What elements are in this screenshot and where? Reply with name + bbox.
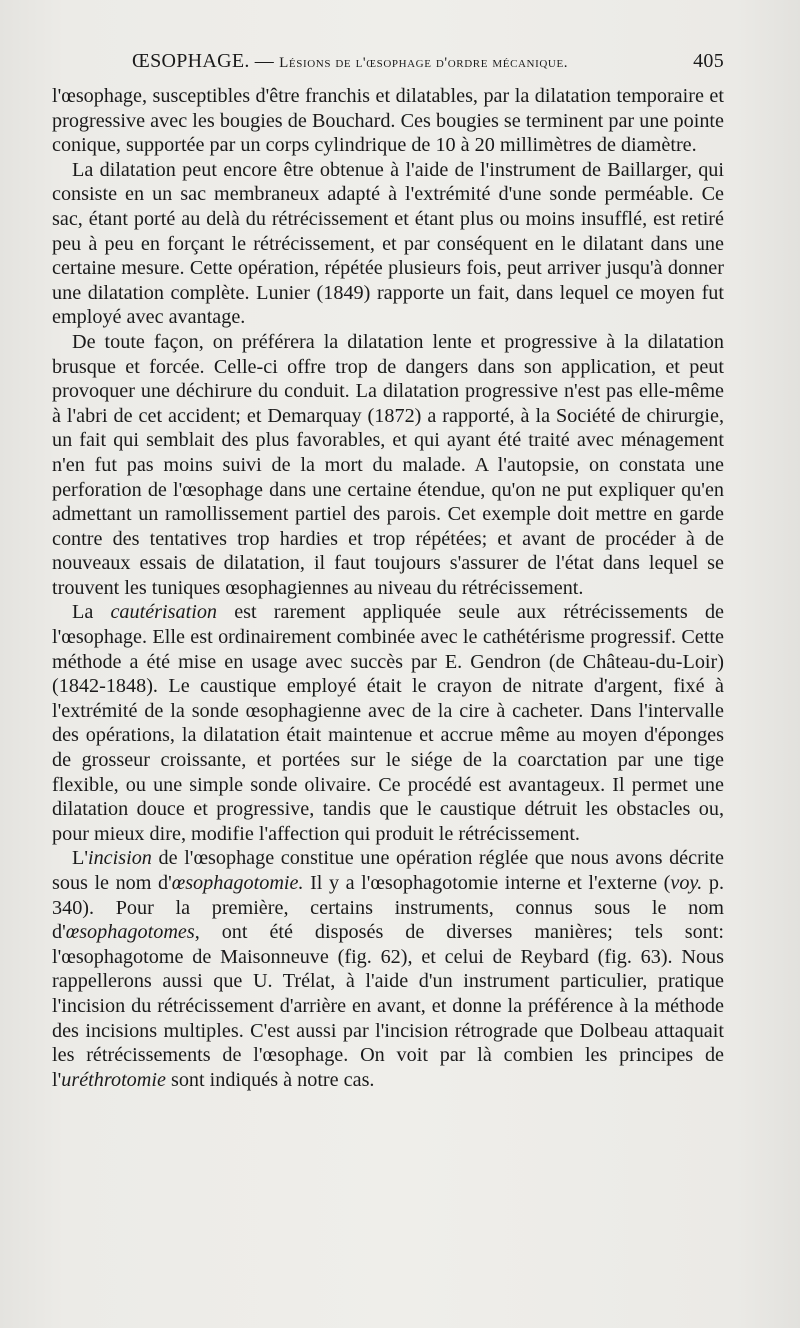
italic-term: cautérisation [110, 601, 218, 624]
header-title-main: ŒSOPHAGE. [132, 50, 250, 72]
body-text [52, 84, 724, 1092]
paragraph-text: Il y a l'œsophagotomie interne et l'externe ( [303, 872, 671, 894]
italic-term: voy. [670, 872, 703, 894]
paragraph-text: l'œsophage, susceptibles d'être franchis et dilatables, par la dilatation temporaire et progressive avec les bougies de Bouchard. Ces bougies se terminent par une pointe conique, supportée par un corps cylindrique de 10 à 20 millimètres de diamètre. [52, 85, 724, 157]
paragraph-text: de l'œsophage constitue une opération réglée que nous avons décrite sous le nom d' [52, 847, 724, 894]
paragraph [52, 84, 724, 158]
paragraph [52, 846, 724, 1092]
paragraph [52, 600, 724, 846]
page-number: 405 [693, 50, 724, 72]
running-title [132, 50, 568, 73]
italic-term: uréthrotomie [61, 1068, 166, 1091]
paragraph-text: p. 340). Pour la première, certains instruments, connus sous le nom d' [52, 872, 724, 944]
italic-term: incision [87, 847, 152, 870]
paragraph-text: , ont été disposés de diverses manières; tels sont: l'œsophagotome de Maisonneuve (fig. 62), et celui de Reybard (fig. 63). Nous rappellerons aussi que U. Trélat, à l'aide d'un instrument particulier, pratique l'incision du rétrécissement d'arrière en avant, et donne la préférence à la méthode des incisions multiples. C'est aussi par l'incision rétrograde que Dolbeau attaquait les rétrécissements de l'œsophage. On voit par là combien les principes de l' [52, 921, 724, 1091]
running-header [52, 50, 724, 76]
paragraph-text: La [72, 601, 111, 624]
paragraph [52, 330, 724, 601]
italic-term: œsophagotomie. [171, 872, 304, 894]
header-title-separator: — [254, 51, 275, 72]
paragraph [52, 158, 724, 330]
paragraph-text: sont indiqués à notre cas. [165, 1068, 375, 1091]
paragraph-text: est rarement appliquée seule aux rétrécissements de l'œsophage. Elle est ordinairement combinée avec le cathétérisme progressif. Cette méthode a été mise en usage avec succès par E. Gendron (de Château-du-Loir) (1842-1848). Le caustique employé était le crayon de nitrate d'argent, fixé à l'extrémité de la sonde œsophagienne avec de la cire à cacheter. Dans l'intervalle des opérations, la dilatation était maintenue et accrue même au moyen d'éponges de grosseur croissante, et portées sur le siége de la coarctation par une tige flexible, ou une simple sonde olivaire. Ce procédé est avantageux. Il permet une dilatation douce et progressive, tandis que le caustique détruit les obstacles ou, pour mieux dire, modifie l'affection qui produit le rétrécissement. [52, 601, 724, 845]
italic-term: œsophagotomes [65, 921, 195, 944]
paragraph-text: De toute façon, on préférera la dilatation lente et progressive à la dilatation brusque et forcée. Celle-ci offre trop de dangers dans son application, et peut provoquer une déchirure du conduit. La dilatation progressive n'est pas elle-même à l'abri de cet accident; et Demarquay (1872) a rapporté, à la Société de chirurgie, un fait qui semblait des plus favorables, et qui ayant été traité avec ménagement n'en fut pas moins suivi de la mort du malade. A l'autopsie, on constata une perforation de l'œsophage dans une certaine étendue, qu'on ne put expliquer qu'en admettant un ramollissement partiel des parois. Cet exemple doit mettre en garde contre des tentatives trop hardies et trop répétées; et avant de procéder à de nouveaux essais de dilatation, il faut toujours s'assurer de l'état dans lequel se trouvent les tuniques œsophagiennes au niveau du rétrécissement. [52, 330, 724, 599]
header-title-sub: Lésions de l'œsophage d'ordre mécanique. [279, 55, 569, 71]
paragraph-text: La dilatation peut encore être obtenue à l'aide de l'instrument de Baillarger, qui consiste en un sac membraneux adapté à l'extrémité d'une sonde perméable. Ce sac, étant porté au delà du rétrécissement et étant plus ou moins insufflé, est retiré peu à peu en forçant le rétrécissement, et par conséquent en le dilatant dans une certaine mesure. Cette opération, répétée plusieurs fois, peut arriver jusqu'à donner une dilatation complète. Lunier (1849) rapporte un fait, dans lequel ce moyen fut employé avec avantage. [52, 158, 724, 329]
paragraph-text: L' [72, 847, 88, 870]
